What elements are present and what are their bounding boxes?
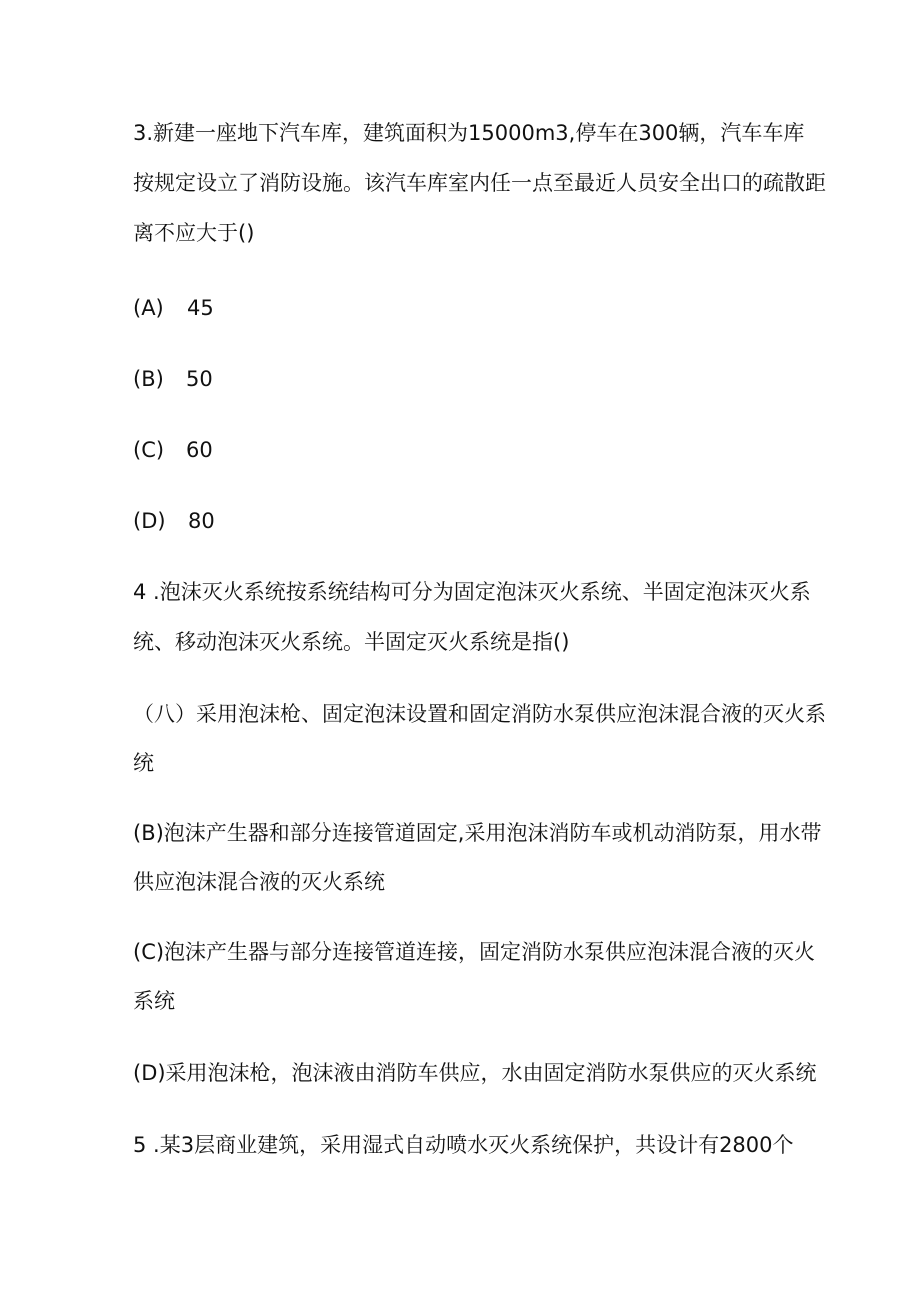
q4-option-c-line-1: (C)泡沫产生器与部分连接管道连接，固定消防水泵供应泡沫混合液的灭火 [133,940,816,964]
q3-stem-line-3: 离不应大于() [133,221,255,245]
q4-stem-line-1: 4 .泡沫灭火系统按系统结构可分为固定泡沫灭火系统、半固定泡沫灭火系 [133,580,811,604]
q4-option-c-line-2: 系统 [133,989,175,1013]
q4-option-b-line-2: 供应泡沫混合液的灭火系统 [133,870,385,894]
q3-option-b [133,364,213,394]
option-label: (B) [133,367,164,391]
q4-option-b-line-1: (B)泡沫产生器和部分连接管道固定,采用泡沫消防车或机动消防泵，用水带 [133,821,822,845]
option-label: (D) [133,509,166,533]
q4-option-a-line-2: 统 [133,751,154,775]
option-label: (C) [133,438,165,462]
q3-stem-line-2: 按规定设立了消防设施。该汽车库室内任一点至最近人员安全出口的疏散距 [133,171,826,195]
q3-option-d [133,506,215,536]
option-value: 80 [188,509,215,533]
q4-option-a-line-1: （八）采用泡沫枪、固定泡沫设置和固定消防水泵供应泡沫混合液的灭火系 [133,702,826,726]
q5-stem-line-1: 5 .某3层商业建筑，采用湿式自动喷水灭火系统保护，共设计有2800个 [133,1133,794,1157]
option-value: 50 [186,367,213,391]
q3-stem-line-1: 3.新建一座地下汽车库，建筑面积为15000m3,停车在300辆，汽车车库 [133,121,805,145]
q4-stem-line-2: 统、移动泡沫灭火系统。半固定灭火系统是指() [133,630,570,654]
option-value: 45 [187,296,214,320]
option-label: (A) [133,296,164,320]
q3-option-a [133,293,214,323]
option-value: 60 [186,438,213,462]
q3-option-c [133,435,213,465]
q4-option-d-line-1: (D)采用泡沫枪，泡沫液由消防车供应，水由固定消防水泵供应的灭火系统 [133,1061,817,1085]
